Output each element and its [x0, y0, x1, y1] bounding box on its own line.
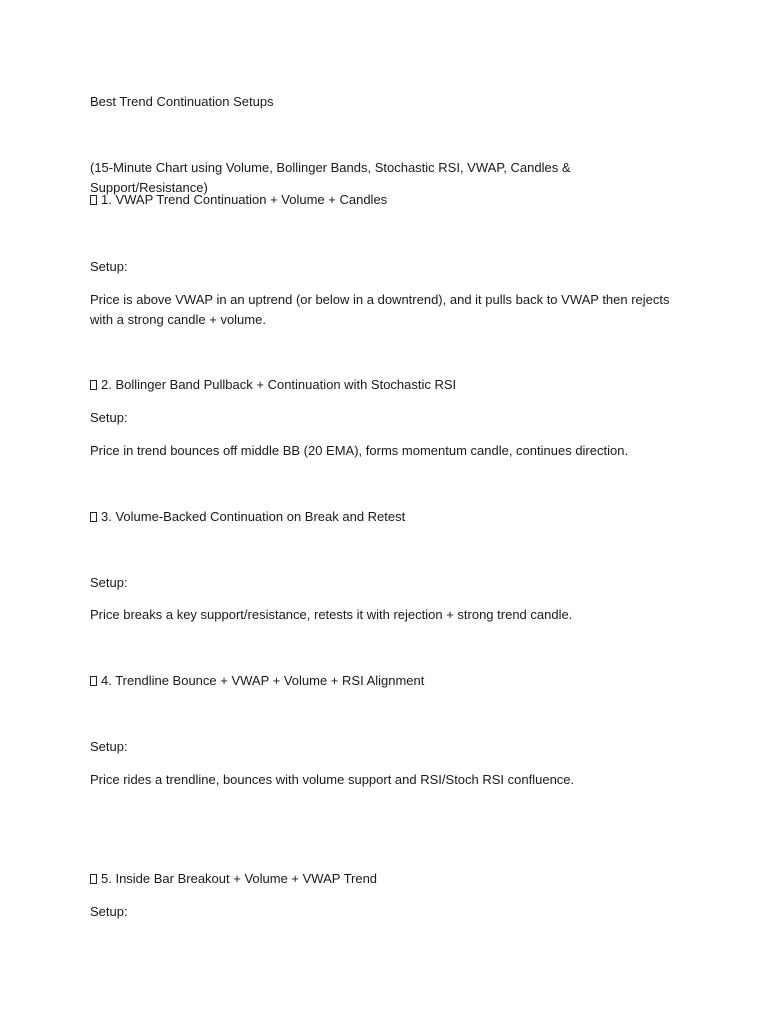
setup-label: Setup: [90, 259, 128, 274]
setup-label: Setup: [90, 410, 128, 425]
missing-glyph-icon [90, 512, 97, 522]
section-heading-text: 2. Bollinger Band Pullback + Continuation with Stochastic RSI [101, 377, 457, 392]
setup-label: Setup: [90, 904, 128, 919]
section-heading [90, 507, 690, 527]
document-subtitle: (15-Minute Chart using Volume, Bollinger Bands, Stochastic RSI, VWAP, Candles & Support/Resistance) [90, 160, 571, 195]
section-heading-text: 5. Inside Bar Breakout + Volume + VWAP Trend [101, 871, 378, 886]
section-heading [90, 375, 690, 395]
section-heading-text: 1. VWAP Trend Continuation + Volume + Candles [101, 192, 388, 207]
section-description: Price in trend bounces off middle BB (20 EMA), forms momentum candle, continues direction. [90, 443, 629, 458]
section-heading [90, 671, 690, 691]
section-heading [90, 869, 690, 889]
setup-label: Setup: [90, 739, 128, 754]
section-heading-text: 4. Trendline Bounce + VWAP + Volume + RSI Alignment [101, 673, 425, 688]
section-description: Price rides a trendline, bounces with volume support and RSI/Stoch RSI confluence. [90, 772, 575, 787]
section-heading [90, 190, 690, 210]
missing-glyph-icon [90, 195, 97, 205]
document-title: Best Trend Continuation Setups [90, 94, 274, 109]
section-description: Price breaks a key support/resistance, retests it with rejection + strong trend candle. [90, 607, 573, 622]
section-description: Price is above VWAP in an uptrend (or below in a downtrend), and it pulls back to VWAP then rejects with a strong candle + volume. [90, 292, 670, 327]
section-heading-text: 3. Volume-Backed Continuation on Break and Retest [101, 509, 406, 524]
missing-glyph-icon [90, 380, 97, 390]
setup-label: Setup: [90, 575, 128, 590]
missing-glyph-icon [90, 676, 97, 686]
missing-glyph-icon [90, 874, 97, 884]
